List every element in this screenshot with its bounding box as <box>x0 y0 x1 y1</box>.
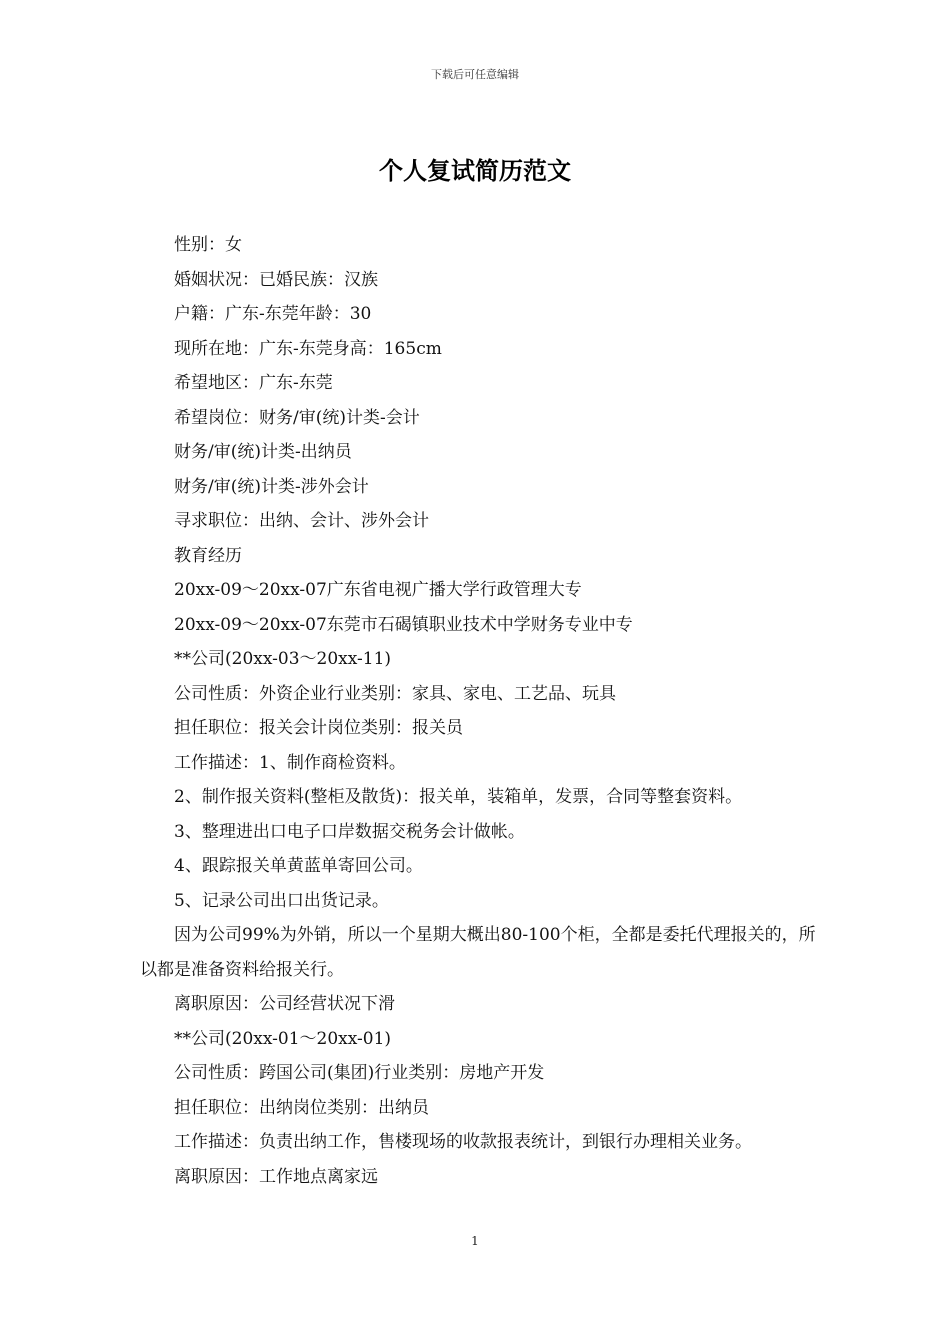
text-line: 性别：女 <box>174 235 242 255</box>
company-heading: **公司(20xx-03～20xx-11) <box>174 649 392 669</box>
page-header-note: 下载后可任意编辑 <box>431 68 519 81</box>
text-line: 婚姻状况：已婚民族：汉族 <box>174 269 378 290</box>
text-line: 工作描述：负责出纳工作，售楼现场的收款报表统计，到银行办理相关业务。 <box>174 1132 752 1152</box>
document-title: 个人复试简历范文 <box>379 156 571 185</box>
text-line: 工作描述：1、制作商检资料。 <box>174 752 406 773</box>
education-entry: 20xx-09～20xx-07广东省电视广播大学行政管理大专 <box>174 580 582 600</box>
section-heading-education: 教育经历 <box>174 545 242 566</box>
text-line: 离职原因：公司经营状况下滑 <box>174 994 395 1014</box>
document-body <box>140 228 820 1194</box>
text-line: 户籍：广东-东莞年龄：30 <box>174 304 372 324</box>
text-line: 5、记录公司出口出货记录。 <box>174 890 389 911</box>
text-line: 4、跟踪报关单黄蓝单寄回公司。 <box>174 856 423 876</box>
text-paragraph: 因为公司99%为外销，所以一个星期大概出80-100个柜，全都是委托代理报关的，所以都是准备资料给报关行。 <box>140 925 816 980</box>
text-line: 希望岗位：财务/审(统)计类-会计 <box>174 407 420 428</box>
text-line: 现所在地：广东-东莞身高：165cm <box>174 338 442 359</box>
text-line: 公司性质：外资企业行业类别：家具、家电、工艺品、玩具 <box>174 683 616 704</box>
text-line: 离职原因：工作地点离家远 <box>174 1166 378 1187</box>
text-line: 公司性质：跨国公司(集团)行业类别：房地产开发 <box>174 1063 545 1083</box>
text-line: 寻求职位：出纳、会计、涉外会计 <box>174 511 429 531</box>
text-line: 2、制作报关资料(整柜及散货)：报关单，装箱单，发票，合同等整套资料。 <box>174 787 743 807</box>
text-line: 担任职位：出纳岗位类别：出纳员 <box>174 1097 429 1118</box>
education-entry: 20xx-09～20xx-07东莞市石碣镇职业技术中学财务专业中专 <box>174 614 633 635</box>
page-number: 1 <box>471 1234 479 1248</box>
text-line: 希望地区：广东-东莞 <box>174 373 333 393</box>
text-line: 担任职位：报关会计岗位类别：报关员 <box>174 718 463 738</box>
company-heading: **公司(20xx-01～20xx-01) <box>174 1028 392 1049</box>
text-line: 3、整理进出口电子口岸数据交税务会计做帐。 <box>174 821 525 842</box>
text-line: 财务/审(统)计类-涉外会计 <box>174 476 369 497</box>
text-line: 财务/审(统)计类-出纳员 <box>174 442 352 462</box>
